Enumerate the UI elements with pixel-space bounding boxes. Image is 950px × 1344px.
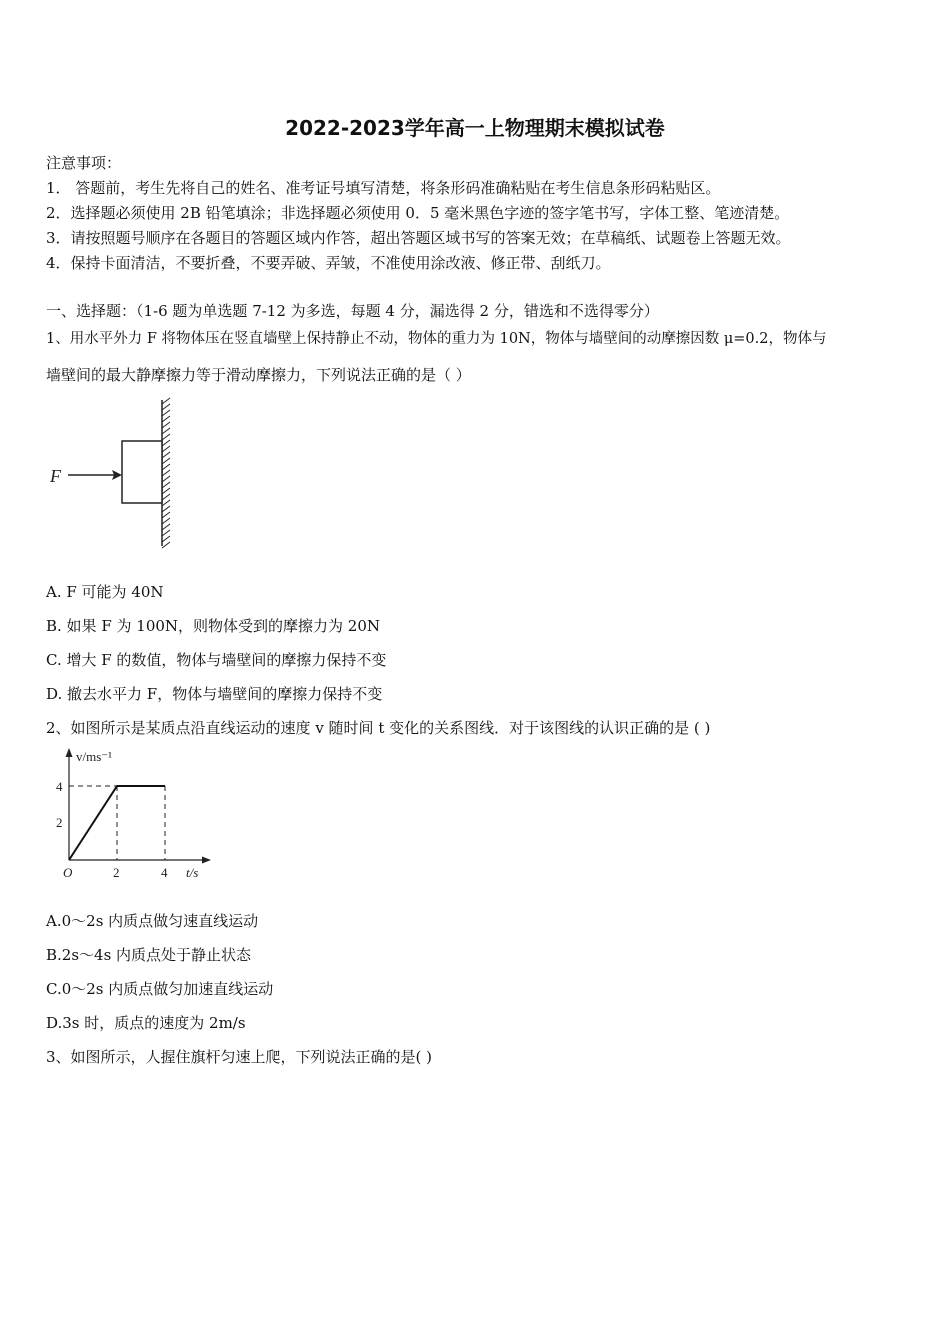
page-title: 2022-2023学年高一上物理期末模拟试卷 bbox=[285, 116, 665, 140]
notice-item: 1． 答题前，考生先将自己的姓名、准考证号填写清楚，将条形码准确粘贴在考生信息条形码粘贴区。 bbox=[46, 179, 721, 197]
question-1-stem-cont: 墙壁间的最大静摩擦力等于滑动摩擦力，下列说法正确的是（ ） bbox=[46, 366, 471, 384]
force-label: F bbox=[50, 466, 61, 486]
option-d: D.3s 时，质点的速度为 2m/s bbox=[46, 1014, 246, 1032]
notice-heading: 注意事项： bbox=[46, 154, 122, 172]
velocity-time-graph bbox=[46, 744, 216, 884]
y-axis-label: v/ms⁻¹ bbox=[76, 749, 113, 764]
notice-item: 3．请按照题号顺序在各题目的答题区域内作答，超出答题区域书写的答案无效；在草稿纸、试题卷上答题无效。 bbox=[46, 229, 791, 247]
option-a: A.0～2s 内质点做匀速直线运动 bbox=[46, 912, 259, 930]
x-tick-label: 4 bbox=[161, 865, 168, 880]
y-tick-label: 4 bbox=[56, 779, 63, 794]
x-axis-label: t/s bbox=[186, 865, 199, 880]
option-c: C. 增大 F 的数值，物体与墙壁间的摩擦力保持不变 bbox=[46, 651, 387, 669]
section-heading: 一、选择题：（1-6 题为单选题 7-12 为多选，每题 4 分，漏选得 2 分，错选和不选得零分） bbox=[46, 302, 659, 320]
option-b: B. 如果 F 为 100N，则物体受到的摩擦力为 20N bbox=[46, 617, 381, 635]
y-tick-label: 2 bbox=[56, 815, 63, 830]
option-c: C.0～2s 内质点做匀加速直线运动 bbox=[46, 980, 274, 998]
block bbox=[122, 441, 162, 503]
notice-item: 4．保持卡面清洁，不要折叠，不要弄破、弄皱，不准使用涂改液、修正带、刮纸刀。 bbox=[46, 254, 611, 272]
origin-label: O bbox=[63, 865, 73, 880]
question-1-stem: 1、用水平外力 F 将物体压在竖直墙壁上保持静止不动，物体的重力为 10N，物体与墙壁间的动摩擦因数 μ=0.2，物体与 bbox=[46, 331, 827, 347]
option-a: A. F 可能为 40N bbox=[46, 583, 164, 601]
wall-force-figure bbox=[40, 396, 180, 552]
option-b: B.2s～4s 内质点处于静止状态 bbox=[46, 946, 252, 964]
option-d: D. 撤去水平力 F，物体与墙壁间的摩擦力保持不变 bbox=[46, 685, 383, 703]
notice-item: 2．选择题必须使用 2B 铅笔填涂；非选择题必须使用 0．5 毫米黑色字迹的签字笔书写，字体工整、笔迹清楚。 bbox=[46, 204, 790, 222]
x-tick-label: 2 bbox=[113, 865, 120, 880]
question-3-stem: 3、如图所示，人握住旗杆匀速上爬，下列说法正确的是( ) bbox=[46, 1048, 433, 1066]
question-2-stem: 2、如图所示是某质点沿直线运动的速度 v 随时间 t 变化的关系图线．对于该图线的认识正确的是 ( ) bbox=[46, 719, 711, 737]
